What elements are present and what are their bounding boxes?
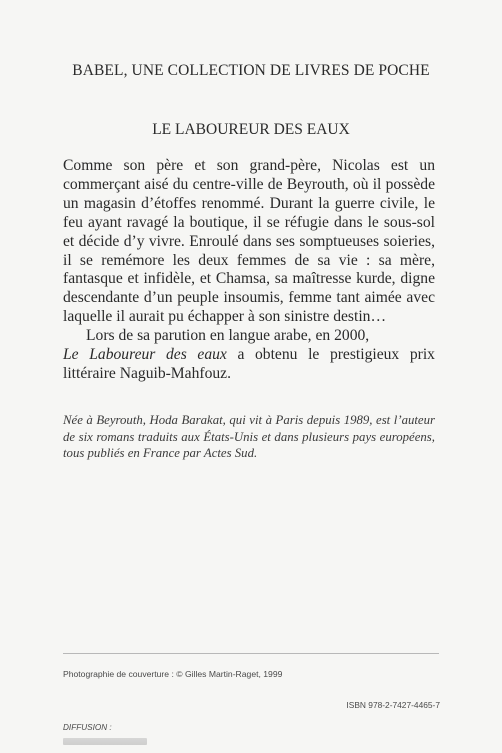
divider: [63, 653, 439, 654]
book-title-italic: Le Laboureur des eaux: [63, 346, 227, 364]
collection-header: BABEL, UNE COLLECTION DE LIVRES DE POCHE: [72, 62, 430, 79]
summary-paragraph-2: [63, 327, 435, 384]
author-note: Née à Beyrouth, Hoda Barakat, qui vit à Paris depuis 1989, est l’auteur de six romans traduits aux États-Unis et dans plusieurs pays européens, tous publiés en France par Actes Sud.: [63, 413, 435, 460]
photo-credit: Photographie de couverture : © Gilles Martin-Raget, 1999: [63, 669, 283, 679]
book-title: LE LABOUREUR DES EAUX: [152, 121, 350, 138]
diffusion-blurred-text: [63, 738, 147, 745]
prize-text: a obtenu le prestigieux prix littéraire Naguib-Mahfouz.: [63, 346, 435, 382]
isbn: ISBN 978-2-7427-4465-7: [346, 700, 440, 710]
summary-paragraph-1: Comme son père et son grand-père, Nicolas est un commerçant aisé du centre-ville de Beyrouth, où il possède un magasin d’étoffes renommé. Durant la guerre civile, le feu ayant ravagé la boutique, il se réfugie dans le sous-sol et décide d’y vivre. Enroulé dans ses somptueuses soieries, il se remémore les deux femmes de sa vie : sa mère, fantasque et infidèle, et Chamsa, sa maîtresse kurde, digne descendante d’un peuple insoumis, femme tant aimée avec laquelle il aurait pu échapper à son sinistre destin…: [63, 157, 435, 326]
prize-intro: Lors de sa parution en langue arabe, en 2000,: [86, 327, 370, 345]
summary-text: [63, 157, 435, 384]
diffusion-label: DIFFUSION :: [63, 723, 112, 732]
